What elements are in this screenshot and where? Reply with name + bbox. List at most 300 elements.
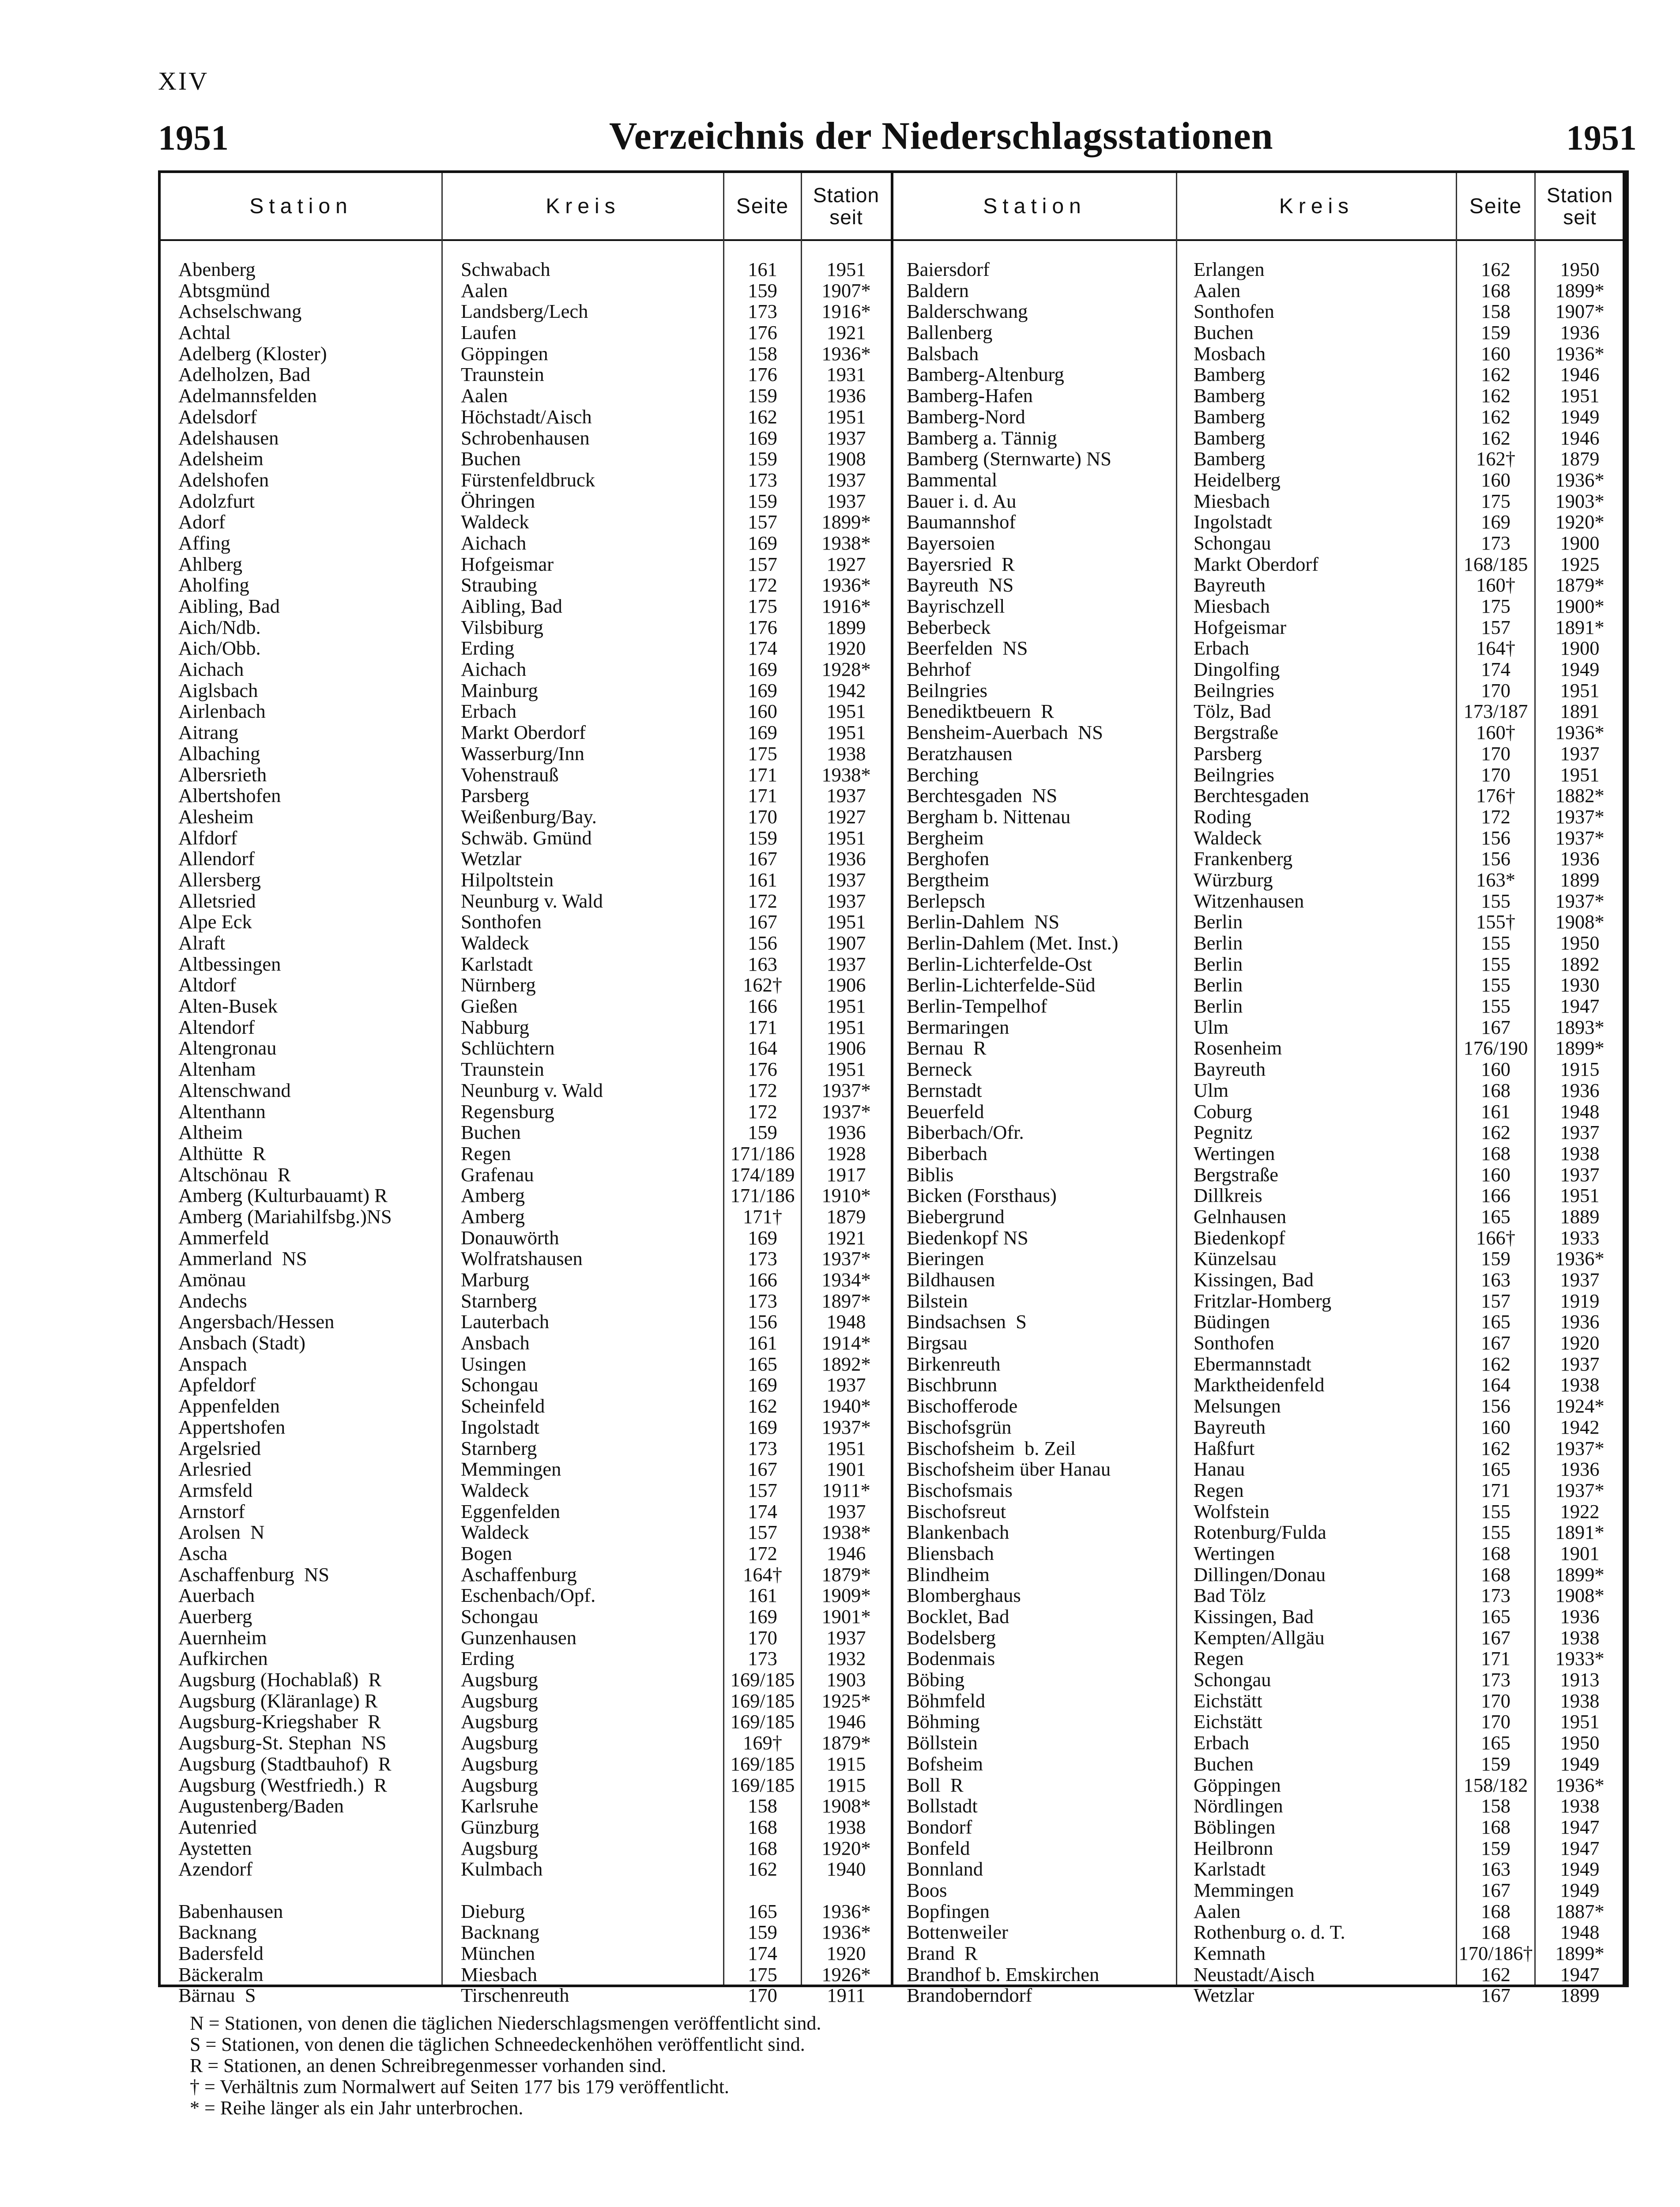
table-cell: Augustenberg/Baden xyxy=(178,1795,344,1817)
header-seit-line1: Station xyxy=(1546,184,1613,207)
table-cell: Altbessingen xyxy=(178,953,281,975)
table-cell: 171 xyxy=(748,784,777,807)
table-cell: Augsburg (Hochablaß) R xyxy=(178,1668,382,1691)
table-cell: Adelberg (Kloster) xyxy=(178,342,327,365)
table-cell: Baumannshof xyxy=(907,511,1016,533)
table-cell: 1936 xyxy=(1560,1605,1600,1627)
table-cell: 1937 xyxy=(1560,742,1600,765)
table-cell: Bad Tölz xyxy=(1194,1584,1266,1607)
table-cell: 1901 xyxy=(826,1458,866,1480)
table-cell: Berlin xyxy=(1194,974,1243,996)
table-cell: Allendorf xyxy=(178,847,255,870)
table-cell: 1906 xyxy=(826,1037,866,1059)
table-cell: Bischofsmais xyxy=(907,1479,1013,1501)
table-cell: 169 xyxy=(748,1605,777,1627)
table-cell: Aichach xyxy=(461,531,527,554)
table-cell: Blomberghaus xyxy=(907,1584,1021,1607)
table-cell: 1893* xyxy=(1555,1016,1605,1038)
table-cell: Eichstätt xyxy=(1194,1710,1262,1733)
table-cell: 170 xyxy=(748,1626,777,1649)
table-cell: Coburg xyxy=(1194,1100,1252,1122)
table-cell: 176/190 xyxy=(1463,1037,1528,1059)
table-cell: Buchen xyxy=(1194,1752,1254,1775)
table-cell: Usingen xyxy=(461,1352,527,1375)
table-cell: 162 xyxy=(1481,258,1510,280)
table-cell: Kissingen, Bad xyxy=(1194,1605,1314,1627)
table-cell: Balsbach xyxy=(907,342,979,365)
table-cell: Auerbach xyxy=(178,1584,255,1607)
table-cell: 1951 xyxy=(1560,679,1600,701)
table-cell: 171† xyxy=(743,1205,782,1228)
table-cell: Bodelsberg xyxy=(907,1626,996,1649)
table-cell: Balderschwang xyxy=(907,300,1028,323)
table-cell: Wetzlar xyxy=(461,847,522,870)
table-cell: Achselschwang xyxy=(178,300,302,323)
table-cell: 165 xyxy=(1481,1311,1510,1333)
table-cell: Bodenmais xyxy=(907,1647,995,1670)
table-cell: Adelsdorf xyxy=(178,405,257,428)
table-cell: 1937 xyxy=(826,784,866,807)
table-cell: Adelshofen xyxy=(178,468,269,491)
table-cell: Büdingen xyxy=(1194,1311,1270,1333)
table-cell: 1901 xyxy=(1560,1542,1600,1564)
table-cell: 1938 xyxy=(1560,1374,1600,1396)
table-cell: 158 xyxy=(1481,300,1510,323)
table-cell: 1899 xyxy=(1560,1984,1600,2007)
table-cell: Straubing xyxy=(461,574,538,596)
table-cell: Aholfing xyxy=(178,574,249,596)
table-cell: 157 xyxy=(748,1521,777,1544)
table-cell: Scheinfeld xyxy=(461,1395,545,1417)
table-cell: 173 xyxy=(748,1247,777,1270)
page-number: XIV xyxy=(158,67,209,95)
table-cell: 160† xyxy=(1476,574,1515,596)
table-cell xyxy=(802,1880,890,1901)
table-cell: 161 xyxy=(748,1584,777,1607)
table-cell: Behrhof xyxy=(907,658,971,681)
table-cell: Bieringen xyxy=(907,1247,984,1270)
table-cell: Waldeck xyxy=(461,1521,529,1544)
table-cell: Regen xyxy=(1194,1479,1244,1501)
table-cell: 1936* xyxy=(1555,721,1605,744)
table-cell: Bernau R xyxy=(907,1037,987,1059)
table-cell: 159 xyxy=(748,490,777,512)
table-cell: Schrobenhausen xyxy=(461,426,590,449)
table-cell: Sonthofen xyxy=(461,911,542,933)
table-cell: 1937* xyxy=(1555,1479,1605,1501)
table-cell: Hilpoltstein xyxy=(461,868,554,891)
table-cell: Mosbach xyxy=(1194,342,1266,365)
table-cell: 155 xyxy=(1481,1521,1510,1544)
table-cell: 1901* xyxy=(821,1605,871,1627)
table-cell: 159 xyxy=(1481,1752,1510,1775)
table-cell: Berlin xyxy=(1194,932,1243,954)
table-cell: 1950 xyxy=(1560,932,1600,954)
table-cell: Beratzhausen xyxy=(907,742,1013,765)
header-kreis-right: Kreis xyxy=(1279,194,1354,218)
table-cell: Birkenreuth xyxy=(907,1352,1001,1375)
table-cell: Beilngries xyxy=(907,679,987,701)
table-cell: 1926* xyxy=(821,1963,871,1985)
table-cell: 1891 xyxy=(1560,700,1600,723)
table-cell: 169/185 xyxy=(730,1668,795,1691)
table-cell: 1951 xyxy=(826,826,866,849)
table-cell: 175 xyxy=(748,1963,777,1985)
table-cell: 1936* xyxy=(821,342,871,365)
table-cell: 169/185 xyxy=(730,1774,795,1796)
table-cell: 1920 xyxy=(1560,1332,1600,1354)
table-cell: 168 xyxy=(1481,1900,1510,1922)
table-cell: Aichach xyxy=(461,658,527,681)
table-cell: 165 xyxy=(1481,1732,1510,1754)
table-cell: 1937 xyxy=(826,953,866,975)
table-cell: Rosenheim xyxy=(1194,1037,1282,1059)
table-cell: 159 xyxy=(1481,1837,1510,1859)
table-cell: Augsburg (Westfriedh.) R xyxy=(178,1774,387,1796)
table-cell: 168 xyxy=(1481,1815,1510,1838)
table-cell: 162 xyxy=(1481,384,1510,407)
year-left: 1951 xyxy=(158,119,229,158)
table-cell: 1920* xyxy=(1555,511,1605,533)
table-cell: Bischbrunn xyxy=(907,1374,998,1396)
table-cell: 169 xyxy=(748,1226,777,1249)
table-cell: Memmingen xyxy=(461,1458,561,1480)
table-cell: Schwabach xyxy=(461,258,550,280)
table-cell: Bernstadt xyxy=(907,1079,982,1101)
table-cell: Armsfeld xyxy=(178,1479,253,1501)
table-cell: 1921 xyxy=(826,1226,866,1249)
table-cell: Ebermannstadt xyxy=(1194,1352,1311,1375)
table-cell: Augsburg xyxy=(461,1752,538,1775)
table-cell: 1900* xyxy=(1555,595,1605,617)
table-cell: Azendorf xyxy=(178,1858,253,1880)
table-cell: 162 xyxy=(1481,1352,1510,1375)
table-cell: 1913 xyxy=(1560,1668,1600,1691)
table-cell: 156 xyxy=(1481,826,1510,849)
header-seit-right xyxy=(1536,173,1624,239)
table-cell: 162 xyxy=(1481,363,1510,386)
table-cell: Böllstein xyxy=(907,1732,978,1754)
table-cell: 160 xyxy=(748,700,777,723)
table-cell: 1936* xyxy=(1555,468,1605,491)
table-cell: 165 xyxy=(1481,1458,1510,1480)
table-cell: Erbach xyxy=(1194,1732,1250,1754)
table-cell: 1937 xyxy=(826,1626,866,1649)
table-cell: 1907* xyxy=(821,279,871,301)
table-cell: Augsburg xyxy=(461,1668,538,1691)
table-cell: 170 xyxy=(1481,679,1510,701)
table-cell: Bäckeralm xyxy=(178,1963,264,1985)
table-cell: 1879 xyxy=(1560,448,1600,470)
table-cell: Baiersdorf xyxy=(907,258,990,280)
table-cell: Marktheidenfeld xyxy=(1194,1374,1325,1396)
table-cell: Blindheim xyxy=(907,1563,990,1586)
table-cell: Memmingen xyxy=(1194,1879,1294,1901)
table-cell: 167 xyxy=(1481,1626,1510,1649)
table-cell: 1937* xyxy=(821,1416,871,1438)
table-cell: Althütte R xyxy=(178,1142,266,1164)
table-cell: Dieburg xyxy=(461,1900,525,1922)
table-cell: 162 xyxy=(748,1395,777,1417)
table-cell: Fürstenfeldbruck xyxy=(461,468,595,491)
table-cell: 159 xyxy=(748,1921,777,1943)
table-cell: 1951 xyxy=(826,1058,866,1081)
table-cell: 1951 xyxy=(1560,384,1600,407)
table-cell: Karlstadt xyxy=(1194,1858,1266,1880)
table-cell: Berlepsch xyxy=(907,889,985,912)
table-cell: 169 xyxy=(748,721,777,744)
table-cell: Beberbeck xyxy=(907,616,991,638)
table-cell: Markt Oberdorf xyxy=(461,721,586,744)
table-cell: 1946 xyxy=(826,1710,866,1733)
table-cell: 162† xyxy=(743,974,782,996)
table-cell: 1937 xyxy=(826,426,866,449)
table-cell: 160† xyxy=(1476,721,1515,744)
table-cell: Amberg xyxy=(461,1205,525,1228)
table-cell: 165 xyxy=(748,1900,777,1922)
table-cell: Erbach xyxy=(461,700,517,723)
table-cell: Schongau xyxy=(461,1374,539,1396)
table-cell: Neustadt/Aisch xyxy=(1194,1963,1315,1985)
table-cell: 169/185 xyxy=(730,1752,795,1775)
table-cell: Regen xyxy=(461,1142,511,1164)
table-cell: 1927 xyxy=(826,805,866,828)
table-cell: Arlesried xyxy=(178,1458,252,1480)
table-cell: 1937* xyxy=(1555,1437,1605,1459)
table-cell: Hanau xyxy=(1194,1458,1245,1480)
table-cell: Beuerfeld xyxy=(907,1100,984,1122)
table-cell: 1909* xyxy=(821,1584,871,1607)
table-cell: 1914* xyxy=(821,1332,871,1354)
table-cell: Bamberg xyxy=(1194,363,1266,386)
table-cell: Aalen xyxy=(461,279,508,301)
table-cell: 1937 xyxy=(1560,1352,1600,1375)
table-cell: Aschaffenburg xyxy=(461,1563,577,1586)
table-cell: 1915 xyxy=(826,1774,866,1796)
table-cell: Bottenweiler xyxy=(907,1921,1008,1943)
table-cell: Weißenburg/Bay. xyxy=(461,805,597,828)
table-cell: 161 xyxy=(1481,1100,1510,1122)
table-cell: 167 xyxy=(748,911,777,933)
table-cell: 174/189 xyxy=(730,1163,795,1186)
table-cell: Augsburg xyxy=(461,1732,538,1754)
table-cell: Nabburg xyxy=(461,1016,529,1038)
table-cell: 1906 xyxy=(826,974,866,996)
table-cell: 168 xyxy=(1481,1542,1510,1564)
table-cell: Kissingen, Bad xyxy=(1194,1269,1314,1291)
table-cell: Augsburg xyxy=(461,1710,538,1733)
table-cell: Bamberg-Hafen xyxy=(907,384,1033,407)
table-cell: Benediktbeuern R xyxy=(907,700,1054,723)
legend-line: N = Stationen, von denen die täglichen Niederschlagsmengen veröffentlicht sind. xyxy=(190,2012,821,2034)
table-cell: 1948 xyxy=(1560,1921,1600,1943)
table-cell: Augsburg xyxy=(461,1837,538,1859)
table-cell: Bamberg-Altenburg xyxy=(907,363,1064,386)
table-cell: 164† xyxy=(1476,637,1515,659)
table-cell: Dillkreis xyxy=(1194,1184,1262,1207)
table-cell: 1937 xyxy=(826,868,866,891)
table-cell: München xyxy=(461,1942,535,1964)
table-cell: Bischofferode xyxy=(907,1395,1018,1417)
table-cell: 176 xyxy=(748,363,777,386)
table-cell: Alesheim xyxy=(178,805,254,828)
table-cell: Adolzfurt xyxy=(178,490,255,512)
table-cell: Bayersried R xyxy=(907,553,1015,575)
table-cell: 160 xyxy=(1481,1058,1510,1081)
table-cell: 1891* xyxy=(1555,1521,1605,1544)
table-cell: 163* xyxy=(1476,868,1515,891)
table-cell: 173 xyxy=(748,468,777,491)
table-cell: 166 xyxy=(748,1269,777,1291)
table-cell: 168/185 xyxy=(1463,553,1528,575)
table-cell: Blankenbach xyxy=(907,1521,1010,1544)
table-cell: Appertshofen xyxy=(178,1416,286,1438)
table-cell: 169 xyxy=(748,1416,777,1438)
table-cell: Aalen xyxy=(1194,279,1241,301)
table-cell: Sonthofen xyxy=(1194,1332,1274,1354)
table-cell: Bayreuth xyxy=(1194,574,1266,596)
table-cell: Bischofsheim über Hanau xyxy=(907,1458,1111,1480)
table-cell: Bayreuth xyxy=(1194,1058,1266,1081)
table-cell: Backnang xyxy=(461,1921,539,1943)
table-cell: 161 xyxy=(748,258,777,280)
table-cell: 157 xyxy=(748,1479,777,1501)
table-cell: 1936 xyxy=(826,847,866,870)
table-cell: 1950 xyxy=(1560,258,1600,280)
table-cell: 1951 xyxy=(826,700,866,723)
table-cell: 162 xyxy=(1481,426,1510,449)
table-cell: Schlüchtern xyxy=(461,1037,555,1059)
table-cell: Berlin-Tempelhof xyxy=(907,995,1047,1017)
right-kreis-column xyxy=(1194,259,1454,2006)
table-cell: Biebergrund xyxy=(907,1205,1005,1228)
table-cell: 155 xyxy=(1481,889,1510,912)
table-cell: Eichstätt xyxy=(1194,1689,1262,1712)
table-cell: 157 xyxy=(1481,1289,1510,1312)
table-cell: Berlin xyxy=(1194,995,1243,1017)
table-cell: Sonthofen xyxy=(1194,300,1274,323)
table-cell: Nürnberg xyxy=(461,974,536,996)
table-cell: 172 xyxy=(748,1100,777,1122)
table-cell: Bocklet, Bad xyxy=(907,1605,1010,1627)
table-cell: Frankenberg xyxy=(1194,847,1293,870)
table-cell: 160 xyxy=(1481,468,1510,491)
table-cell: 173 xyxy=(748,1437,777,1459)
table-cell: Vilsbiburg xyxy=(461,616,543,638)
table-cell: Baldern xyxy=(907,279,969,301)
table-cell: Augsburg (Stadtbauhof) R xyxy=(178,1752,392,1775)
table-cell: 158/182 xyxy=(1463,1774,1528,1796)
table-cell: 1936* xyxy=(1555,1247,1605,1270)
table-cell: 1949 xyxy=(1560,658,1600,681)
table-cell: 1951 xyxy=(826,1437,866,1459)
table-cell: 162† xyxy=(1476,448,1515,470)
table-cell: Donauwörth xyxy=(461,1226,559,1249)
table-cell: Schongau xyxy=(461,1605,539,1627)
table-cell: 159 xyxy=(1481,321,1510,344)
table-cell: 1911* xyxy=(822,1479,870,1501)
table-cell: 173 xyxy=(748,1289,777,1312)
table-cell: 1933* xyxy=(1555,1647,1605,1670)
table-cell: 165 xyxy=(748,1352,777,1375)
table-cell: Bindsachsen S xyxy=(907,1311,1027,1333)
table-cell: Bergtheim xyxy=(907,868,990,891)
table-cell: 173 xyxy=(748,300,777,323)
table-cell: 1899* xyxy=(1555,279,1605,301)
table-cell: Wolfstein xyxy=(1194,1500,1269,1522)
table-cell: Bamberg xyxy=(1194,426,1266,449)
table-cell: Bergstraße xyxy=(1194,1163,1278,1186)
right-seite-column xyxy=(1457,259,1534,2006)
table-cell: Waldeck xyxy=(461,1479,529,1501)
table-cell: Gelnhausen xyxy=(1194,1205,1287,1228)
table-cell: Aalen xyxy=(461,384,508,407)
table-cell: Berchtesgaden xyxy=(1194,784,1309,807)
table-cell: 1946 xyxy=(1560,363,1600,386)
table-cell: Erbach xyxy=(1194,637,1250,659)
table-cell: 1916* xyxy=(821,595,871,617)
table-cell: Hofgeismar xyxy=(1194,616,1287,638)
table-cell: Künzelsau xyxy=(1194,1247,1277,1270)
table-cell: Bermaringen xyxy=(907,1016,1010,1038)
table-cell: 174 xyxy=(748,637,777,659)
table-cell: 1936 xyxy=(1560,847,1600,870)
header-seit-line2: seit xyxy=(1563,206,1597,229)
table-cell: 1915 xyxy=(1560,1058,1600,1081)
table-cell: 1879* xyxy=(1555,574,1605,596)
table-cell: Berlin-Dahlem (Met. Inst.) xyxy=(907,932,1119,954)
table-cell: 1921 xyxy=(826,321,866,344)
table-cell: 1942 xyxy=(1560,1416,1600,1438)
table-cell: 1879 xyxy=(826,1205,866,1228)
table-cell: 158 xyxy=(748,342,777,365)
table-cell: Aibling, Bad xyxy=(178,595,280,617)
table-cell: 1922 xyxy=(1560,1500,1600,1522)
table-cell: 1879* xyxy=(821,1563,871,1586)
table-cell: Alletsried xyxy=(178,889,256,912)
table-cell: Babenhausen xyxy=(178,1900,283,1922)
table-cell: Böbing xyxy=(907,1668,965,1691)
table-cell: Bondorf xyxy=(907,1815,972,1838)
table-cell: 1928 xyxy=(826,1142,866,1164)
table-cell: 159 xyxy=(1481,1247,1510,1270)
table-cell: Ulm xyxy=(1194,1079,1229,1101)
table-cell: Biberbach xyxy=(907,1142,987,1164)
table-cell: 160 xyxy=(1481,1163,1510,1186)
table-cell: 163 xyxy=(748,953,777,975)
table-cell: Biblis xyxy=(907,1163,954,1186)
table-cell: 155 xyxy=(1481,974,1510,996)
table-cell: 175 xyxy=(748,595,777,617)
table-cell: Böhming xyxy=(907,1710,980,1733)
table-cell: 176† xyxy=(1476,784,1515,807)
table-cell: 1937 xyxy=(1560,1121,1600,1144)
table-cell: Alten-Busek xyxy=(178,995,278,1017)
table-cell: 1951 xyxy=(1560,1710,1600,1733)
table-cell: Bergheim xyxy=(907,826,984,849)
table-cell: Bayersoien xyxy=(907,531,995,554)
table-cell: 1937* xyxy=(821,1079,871,1101)
table-cell: Böblingen xyxy=(1194,1815,1276,1838)
table-cell: 155 xyxy=(1481,995,1510,1017)
table-cell: 1949 xyxy=(1560,1858,1600,1880)
table-cell: 1938 xyxy=(1560,1142,1600,1164)
table-cell: 1899* xyxy=(1555,1563,1605,1586)
table-cell: 168 xyxy=(1481,1142,1510,1164)
table-cell: 169 xyxy=(748,531,777,554)
table-cell: 1938* xyxy=(821,531,871,554)
table-cell: Aalen xyxy=(1194,1900,1241,1922)
